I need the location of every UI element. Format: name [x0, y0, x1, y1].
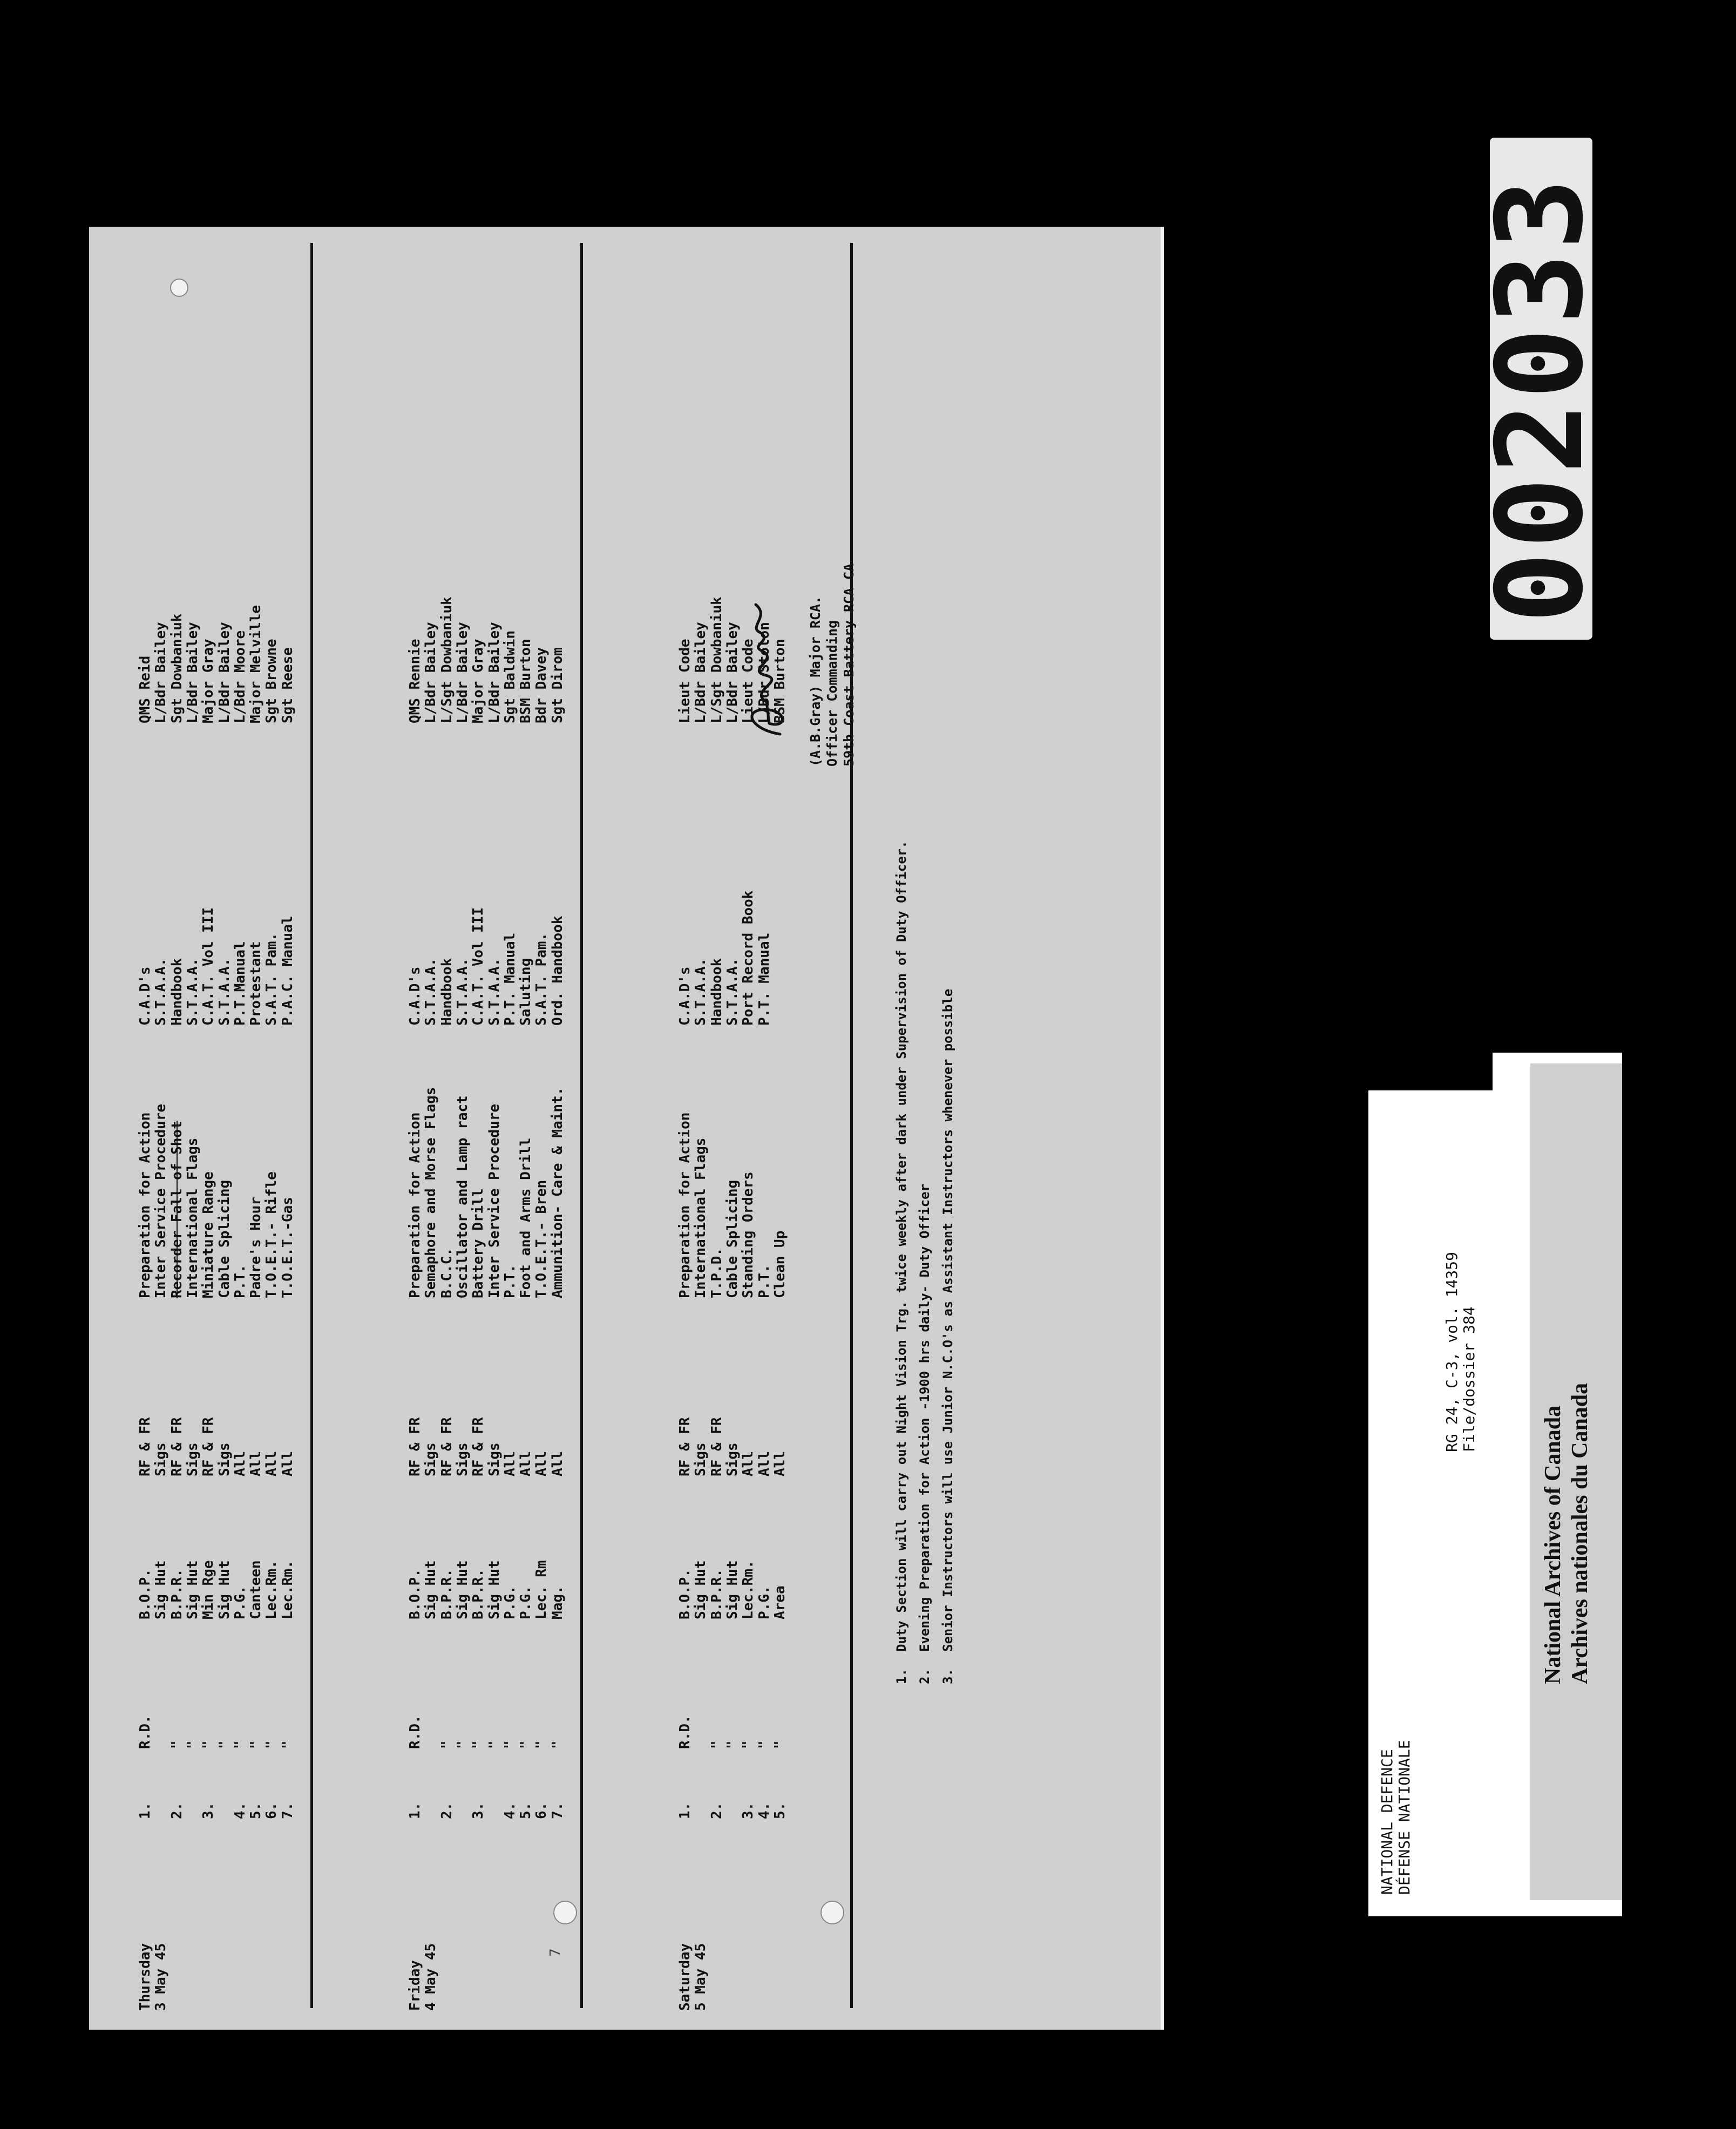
reference: Ord. Handbook — [550, 916, 566, 1026]
table-row — [138, 227, 153, 2030]
table-row — [153, 227, 169, 2030]
reference: S.T.A.A. — [423, 958, 439, 1026]
period-number: 1. — [407, 1802, 423, 1819]
routine-duty: " — [169, 1740, 185, 1749]
personnel: RF & FR — [470, 1417, 486, 1476]
reference: P.T. Manual — [756, 932, 772, 1026]
personnel: Sigs — [455, 1442, 471, 1476]
instructor: L/Bdr Moore — [232, 630, 248, 723]
instructor: Sgt Reese — [280, 647, 296, 723]
subject: P.T. — [502, 1264, 518, 1298]
day-date: 3 May 45 — [153, 1943, 169, 2011]
subject: P.T. — [232, 1264, 248, 1298]
reference: S.T.A.A. — [185, 958, 201, 1026]
personnel: RF & FR — [200, 1417, 216, 1476]
routine-duty: " — [772, 1740, 788, 1749]
personnel: RF & FR — [137, 1417, 153, 1476]
day-section-thursday — [138, 227, 370, 2030]
table-row — [725, 227, 741, 2030]
reference: S.T.A.A. — [216, 958, 233, 1026]
note-number: 3. — [940, 1669, 955, 1684]
instructor: L/Bdr Bailey — [486, 622, 503, 723]
subject: Semaphore and Morse Flags — [423, 1087, 439, 1298]
period-number: 5. — [772, 1802, 788, 1819]
personnel: All — [232, 1451, 248, 1476]
table-row — [439, 227, 455, 2030]
section-divider — [580, 243, 583, 2008]
subject: Clean Up — [772, 1230, 788, 1298]
instructor: L/Bdr Bailey — [455, 622, 471, 723]
table-row — [264, 227, 280, 2030]
period-number: 1. — [137, 1802, 153, 1819]
instructor: Major Gray — [470, 639, 486, 723]
routine-duty: " — [724, 1740, 741, 1749]
location: Canteen — [248, 1560, 264, 1619]
period-number: 4. — [232, 1802, 248, 1819]
location: B.P.R. — [709, 1569, 725, 1619]
personnel: Sigs — [153, 1442, 169, 1476]
reference: C.A.T. Vol III — [470, 907, 486, 1026]
subject: Inter Service Procedure — [153, 1103, 169, 1298]
personnel: Sigs — [423, 1442, 439, 1476]
subject: Miniature Range — [200, 1171, 216, 1298]
period-number: 4. — [756, 1802, 772, 1819]
location: Sig Hut — [455, 1560, 471, 1619]
reference: P.A.C. Manual — [280, 916, 296, 1026]
reference: Handbook — [709, 958, 725, 1026]
table-row — [455, 227, 471, 2030]
instructor: Sgt Baldwin — [502, 630, 518, 723]
personnel: All — [772, 1451, 788, 1476]
instructor: Lieut Code — [677, 639, 693, 723]
table-row — [248, 227, 264, 2030]
instructor: Sgt Browne — [263, 639, 280, 723]
routine-duty: " — [533, 1740, 550, 1749]
subject: Cable Splicing — [216, 1179, 233, 1298]
section-divider — [850, 243, 853, 2008]
note-text: Senior Instructors will use Junior N.C.O's as Assistant Instructors whenever possible — [940, 988, 955, 1652]
archive-label — [1368, 1053, 1622, 1916]
location: Lec. Rm — [533, 1560, 550, 1619]
day-section-saturday — [677, 227, 839, 2030]
subject: T.P.D. — [709, 1247, 725, 1298]
personnel: Sigs — [486, 1442, 503, 1476]
location: Lec.Rm. — [740, 1560, 756, 1619]
table-row — [471, 227, 486, 2030]
department-name-fr: DÉFENSE NATIONALE — [1395, 1740, 1413, 1895]
routine-duty: " — [518, 1740, 534, 1749]
routine-duty: " — [486, 1740, 503, 1749]
day-date: 5 May 45 — [693, 1943, 709, 2011]
subject: Inter Service Procedure — [486, 1103, 503, 1298]
personnel: RF & FR — [439, 1417, 455, 1476]
reference: Port Record Book — [740, 890, 756, 1026]
instructor: Lieut Code — [740, 639, 756, 723]
period-number: 3. — [470, 1802, 486, 1819]
routine-duty: R.D. — [407, 1715, 423, 1749]
personnel: Sigs — [724, 1442, 741, 1476]
instructor: Sgt Dowbaniuk — [169, 613, 185, 723]
subject: Cable Splicing — [724, 1179, 741, 1298]
reference: C.A.D's — [677, 966, 693, 1026]
subject: T.O.E.T.- Bren — [533, 1179, 550, 1298]
routine-duty: R.D. — [677, 1715, 693, 1749]
punch-hole — [820, 1901, 844, 1924]
document-sheet — [89, 227, 1164, 2030]
handwritten-signature — [737, 599, 796, 740]
period-number: 6. — [533, 1802, 550, 1819]
document-content — [89, 227, 1161, 2030]
signatory-unit: 59th Coast Battery RCA CA — [841, 563, 857, 767]
personnel: All — [740, 1451, 756, 1476]
table-row — [772, 227, 788, 2030]
table-row — [547, 227, 566, 2030]
routine-duty: " — [200, 1740, 216, 1749]
personnel: All — [550, 1451, 566, 1476]
instructor: QMS Reid — [137, 655, 153, 723]
note-item — [917, 756, 933, 1684]
reference: Protestant — [248, 941, 264, 1026]
instructor: Major Gray — [200, 639, 216, 723]
routine-duty: " — [185, 1740, 201, 1749]
table-row — [741, 227, 756, 2030]
routine-duty: " — [216, 1740, 233, 1749]
table-row — [534, 227, 550, 2030]
note-item — [893, 756, 910, 1684]
table-row — [201, 227, 216, 2030]
location: P.G. — [756, 1585, 772, 1619]
table-row — [518, 227, 534, 2030]
day-name: Thursday — [137, 1943, 153, 2011]
reference: S.T.A.A. — [153, 958, 169, 1026]
day-name: Friday — [407, 1960, 423, 2011]
personnel: Sigs — [185, 1442, 201, 1476]
reference: S.A.T. Pam. — [263, 932, 280, 1026]
reference: Saluting — [518, 958, 534, 1026]
location: B.O.P. — [407, 1569, 423, 1619]
location: P.G. — [502, 1585, 518, 1619]
subject: Foot and Arms Drill — [518, 1137, 534, 1298]
routine-duty: " — [550, 1740, 566, 1749]
instructor: BSM Burton — [772, 639, 788, 723]
location: P.G. — [518, 1585, 534, 1619]
instructor: L/Bdr Bailey — [185, 622, 201, 723]
section-divider — [310, 243, 313, 2008]
routine-duty: R.D. — [137, 1715, 153, 1749]
archives-name-fr: Archives nationales du Canada — [1568, 1382, 1592, 1684]
period-number: 2. — [709, 1802, 725, 1819]
personnel: All — [756, 1451, 772, 1476]
table-row — [233, 227, 248, 2030]
period-number: 2. — [439, 1802, 455, 1819]
instructor: L/Bdr Bailey — [724, 622, 741, 723]
table-row — [169, 227, 185, 2030]
routine-duty: " — [470, 1740, 486, 1749]
subject: Ammunition- Care & Maint. — [550, 1087, 566, 1298]
period-number: 2. — [169, 1802, 185, 1819]
subject: Oscillator and Lamp ract — [455, 1095, 471, 1298]
period-number: 7. — [280, 1802, 296, 1819]
signature-block — [807, 564, 857, 767]
reference: Handbook — [439, 958, 455, 1026]
location: Lec.Rm. — [280, 1560, 296, 1619]
reference: S.T.A.A. — [693, 958, 709, 1026]
routine-duty: " — [263, 1740, 280, 1749]
reference: P.T. Manual — [502, 932, 518, 1026]
punch-hole — [170, 279, 188, 297]
department-name-en: NATIONAL DEFENCE — [1378, 1749, 1396, 1895]
stamp-number: 002033 — [1471, 175, 1609, 623]
table-row — [693, 227, 709, 2030]
reference: S.T.A.A. — [486, 958, 503, 1026]
period-number: 3. — [740, 1802, 756, 1819]
period-number: 4. — [502, 1802, 518, 1819]
table-row — [280, 227, 296, 2030]
location: Mag. — [550, 1585, 566, 1619]
subject: Preparation for Action — [407, 1112, 423, 1298]
period-number: 3. — [200, 1802, 216, 1819]
table-row — [217, 227, 233, 2030]
location: Sig Hut — [153, 1560, 169, 1619]
routine-duty: " — [232, 1740, 248, 1749]
location: Sig Hut — [693, 1560, 709, 1619]
subject: International Flags — [693, 1137, 709, 1298]
day-date: 4 May 45 — [423, 1943, 439, 2011]
personnel: All — [263, 1451, 280, 1476]
personnel: All — [518, 1451, 534, 1476]
signatory-title: Officer Commanding — [824, 620, 840, 767]
instructor: L/Sgt Dowbaniuk — [439, 596, 455, 723]
subject: Padre's Hour — [248, 1197, 264, 1298]
archival-reference-volume: RG 24, C-3, vol. 14359 — [1443, 1252, 1461, 1452]
reference: C.A.T. Vol III — [200, 907, 216, 1026]
period-number: 5. — [248, 1802, 264, 1819]
archival-reference-file: File/dossier 384 — [1460, 1306, 1478, 1452]
instructor: L/Bdr Bailey — [423, 622, 439, 723]
location: Sig Hut — [423, 1560, 439, 1619]
subject: T.O.E.T.- Rifle — [263, 1171, 280, 1298]
period-number: 5. — [518, 1802, 534, 1819]
location: Lec.Rm. — [263, 1560, 280, 1619]
routine-duty: " — [709, 1740, 725, 1749]
personnel: All — [533, 1451, 550, 1476]
personnel: RF & FR — [677, 1417, 693, 1476]
reference: C.A.D's — [137, 966, 153, 1026]
reference: S.T.A.A. — [455, 958, 471, 1026]
personnel: All — [502, 1451, 518, 1476]
location: B.O.P. — [677, 1569, 693, 1619]
instructor: QMS Rennie — [407, 639, 423, 723]
personnel: Sigs — [693, 1442, 709, 1476]
archives-name-en: National Archives of Canada — [1541, 1405, 1565, 1684]
subject: P.T. — [756, 1264, 772, 1298]
reference: Handbook — [169, 958, 185, 1026]
day-name: Saturday — [677, 1943, 693, 2011]
pencil-mark: 7 — [547, 1948, 564, 1957]
table-row — [487, 227, 503, 2030]
location: B.P.R. — [470, 1569, 486, 1619]
location: B.O.P. — [137, 1569, 153, 1619]
personnel: All — [248, 1451, 264, 1476]
subject: Recorder Fall of Shot — [169, 1121, 185, 1298]
routine-duty: " — [248, 1740, 264, 1749]
table-row — [677, 227, 693, 2030]
table-row — [185, 227, 201, 2030]
location: B.P.R. — [439, 1569, 455, 1619]
punch-hole — [553, 1901, 577, 1924]
location: P.G. — [232, 1585, 248, 1619]
personnel: Sigs — [216, 1442, 233, 1476]
instructor: L/Sgt Dowbaniuk — [709, 596, 725, 723]
table-row — [408, 227, 423, 2030]
location: Sig Hut — [185, 1560, 201, 1619]
location: B.P.R. — [169, 1569, 185, 1619]
instructor: L/Bdr Stolon — [756, 622, 772, 723]
instructor: L/Bdr Bailey — [153, 622, 169, 723]
instructor: Bdr Davey — [533, 647, 550, 723]
subject: International Flags — [185, 1137, 201, 1298]
note-number: 1. — [894, 1669, 909, 1684]
note-item — [940, 756, 957, 1684]
routine-duty: " — [455, 1740, 471, 1749]
period-number: 1. — [677, 1802, 693, 1819]
subject: Preparation for Action — [677, 1112, 693, 1298]
signatory-name: (A.B.Gray) Major RCA. — [808, 595, 823, 767]
location: Min Rge — [200, 1560, 216, 1619]
location: Area — [772, 1585, 788, 1619]
routine-duty: " — [439, 1740, 455, 1749]
note-text: Evening Preparation for Action -1900 hrs daily- Duty Officer — [917, 1184, 932, 1652]
routine-duty: " — [740, 1740, 756, 1749]
personnel: RF & FR — [709, 1417, 725, 1476]
location: Sig Hut — [724, 1560, 741, 1619]
reference: S.A.T. Pam. — [533, 932, 550, 1026]
reference: P.T.Manual — [232, 941, 248, 1026]
routine-duty: " — [756, 1740, 772, 1749]
subject: Standing Orders — [740, 1171, 756, 1298]
routine-duty: " — [280, 1740, 296, 1749]
subject: B.C.C. — [439, 1247, 455, 1298]
personnel: RF & FR — [407, 1417, 423, 1476]
table-row — [503, 227, 518, 2030]
reference: C.A.D's — [407, 966, 423, 1026]
note-text: Duty Section will carry out Night Vision Trg. twice weekly after dark under Supervision of Duty Officer. — [894, 840, 909, 1652]
reference: S.T.A.A. — [724, 958, 741, 1026]
notes — [893, 756, 963, 1684]
personnel: RF & FR — [169, 1417, 185, 1476]
location: Sig Hut — [216, 1560, 233, 1619]
table-row — [709, 227, 725, 2030]
instructor: Sgt Dirom — [550, 647, 566, 723]
location: Sig Hut — [486, 1560, 503, 1619]
instructor: L/Bdr Bailey — [216, 622, 233, 723]
period-number: 7. — [550, 1802, 566, 1819]
subject: T.O.E.T.-Gas — [280, 1197, 296, 1298]
note-number: 2. — [917, 1669, 932, 1684]
subject: Preparation for Action — [137, 1112, 153, 1298]
reference-stamp — [1471, 138, 1609, 640]
table-row — [757, 227, 772, 2030]
personnel: All — [280, 1451, 296, 1476]
day-section-friday — [408, 227, 640, 2030]
table-row — [423, 227, 439, 2030]
period-number: 6. — [263, 1802, 280, 1819]
routine-duty: " — [502, 1740, 518, 1749]
instructor: Major Melville — [248, 605, 264, 723]
subject: Battery Drill — [470, 1188, 486, 1298]
instructor: BSM Burton — [518, 639, 534, 723]
instructor: L/Bdr Bailey — [693, 622, 709, 723]
